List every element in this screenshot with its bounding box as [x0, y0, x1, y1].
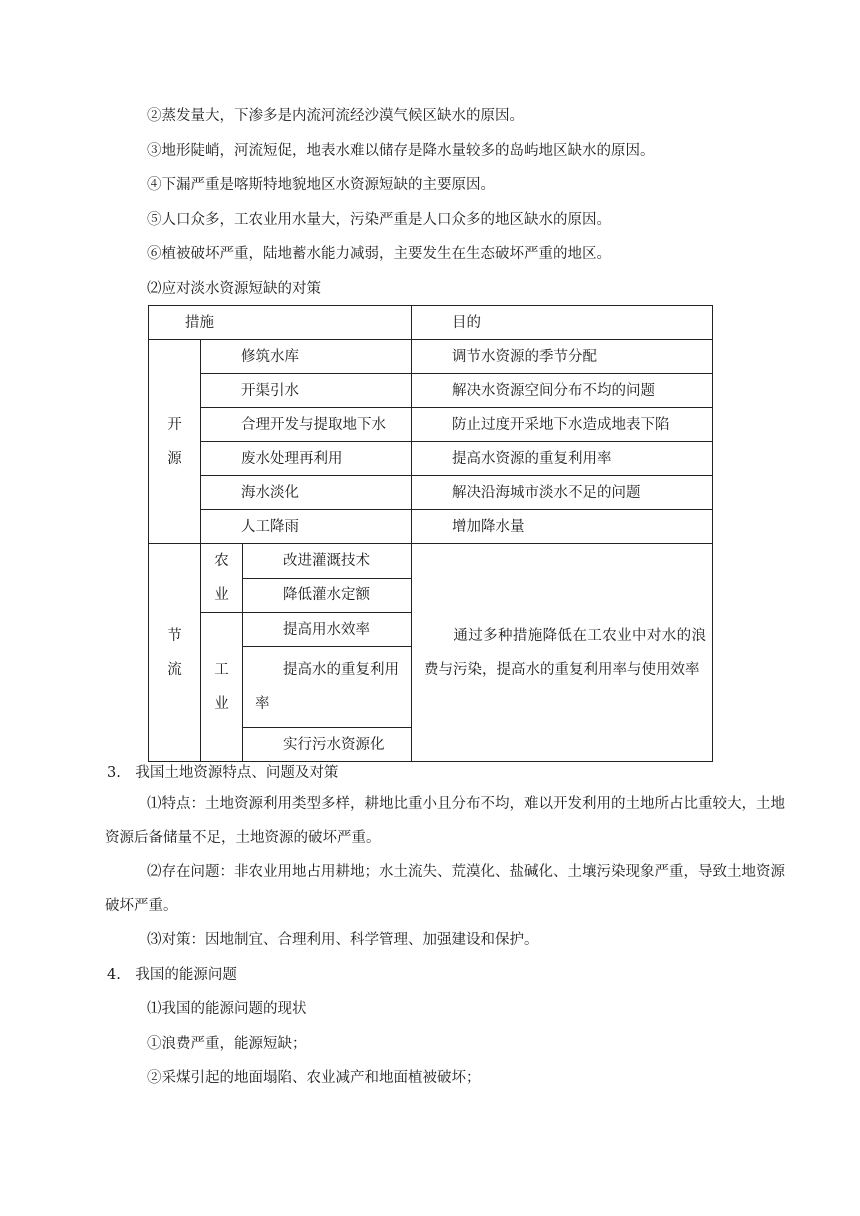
- table-row: [149, 476, 713, 510]
- table-row: [149, 544, 713, 579]
- ind-measure-cell: 实行污水资源化: [243, 728, 412, 762]
- header-measures: 措施: [149, 306, 412, 340]
- table-row: [149, 442, 713, 476]
- agri-label: 农 业: [201, 544, 243, 613]
- table-row: [149, 340, 713, 374]
- section-3-item-2: ⑵存在问题：非农业用地占用耕地；水土流失、荒漠化、盐碱化、土壤污染现象严重，导致土地资源破坏严重。: [105, 864, 785, 914]
- cause-item-6: ⑥植被破坏严重，陆地蓄水能力减弱，主要发生在生态破坏严重的地区。: [147, 246, 611, 262]
- kaiyuan-label: 开 源: [149, 340, 201, 544]
- countermeasures-heading: ⑵应对淡水资源短缺的对策: [147, 281, 321, 297]
- measure-cell: 海水淡化: [201, 476, 412, 510]
- header-purpose: 目的: [412, 306, 713, 340]
- section-3-item-1: ⑴特点：土地资源利用类型多样，耕地比重小且分布不均，难以开发利用的土地所占比重较大，土地资源后备储量不足，土地资源的破坏严重。: [105, 796, 785, 846]
- measure-cell: 合理开发与提取地下水: [201, 408, 412, 442]
- section-3-title: 3. 我国土地资源特点、问题及对策: [107, 765, 339, 781]
- jieliu-label: 节 流: [149, 544, 201, 762]
- measure-cell: 废水处理再利用: [201, 442, 412, 476]
- cause-item-4: ④下漏严重是喀斯特地貌地区水资源短缺的主要原因。: [147, 177, 495, 193]
- purpose-cell: 提高水资源的重复利用率: [412, 442, 713, 476]
- purpose-cell: 解决水资源空间分布不均的问题: [412, 374, 713, 408]
- table-row: [149, 408, 713, 442]
- purpose-cell: 调节水资源的季节分配: [412, 340, 713, 374]
- section-4-subheading: ⑴我国的能源问题的现状: [147, 1001, 307, 1017]
- section-4-item-2: ②采煤引起的地面塌陷、农业减产和地面植被破坏；: [147, 1070, 481, 1086]
- section-3-item-3: ⑶对策：因地制宜、合理利用、科学管理、加强建设和保护。: [147, 932, 539, 948]
- ind-label: 工 业: [201, 613, 243, 762]
- cause-item-5: ⑤人口众多，工农业用水量大，污染严重是人口众多的地区缺水的原因。: [147, 212, 611, 228]
- agri-measure-cell: 降低灌水定额: [243, 578, 412, 613]
- purpose-cell: 增加降水量: [412, 510, 713, 544]
- jieliu-purpose-cell: 通过多种措施降低在工农业中对水的浪费与污染，提高水的重复利用率与使用效率: [412, 544, 713, 762]
- table-row: [149, 374, 713, 408]
- countermeasures-table: [148, 305, 713, 762]
- cause-item-3: ③地形陡峭，河流短促，地表水难以储存是降水量较多的岛屿地区缺水的原因。: [147, 143, 655, 159]
- table-header-row: [149, 306, 713, 340]
- table-row: [149, 510, 713, 544]
- ind-measure-cell: 提高水的重复利用率: [243, 647, 412, 728]
- agri-measure-cell: 改进灌溉技术: [243, 544, 412, 579]
- section-4-item-1: ①浪费严重，能源短缺；: [147, 1036, 307, 1052]
- measure-cell: 修筑水库: [201, 340, 412, 374]
- cause-item-2: ②蒸发量大，下渗多是内流河流经沙漠气候区缺水的原因。: [147, 108, 524, 124]
- measure-cell: 开渠引水: [201, 374, 412, 408]
- measure-cell: 人工降雨: [201, 510, 412, 544]
- section-4-title: 4. 我国的能源问题: [107, 967, 237, 983]
- purpose-cell: 解决沿海城市淡水不足的问题: [412, 476, 713, 510]
- purpose-cell: 防止过度开采地下水造成地表下陷: [412, 408, 713, 442]
- ind-measure-cell: 提高用水效率: [243, 613, 412, 647]
